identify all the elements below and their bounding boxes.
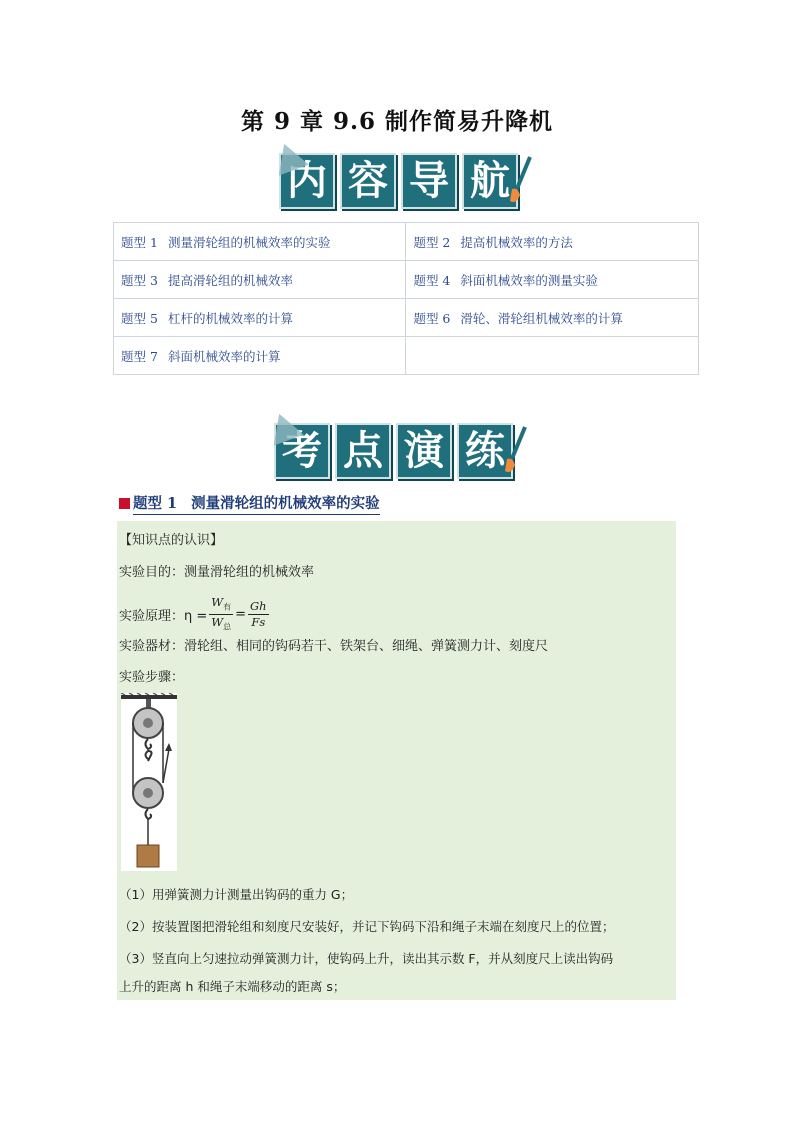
brush-icon bbox=[508, 155, 534, 205]
banner-char: 练 bbox=[457, 423, 513, 479]
nav-cell[interactable]: 题型 7 斜面机械效率的计算 bbox=[114, 337, 406, 375]
table-row bbox=[114, 261, 699, 299]
table-row bbox=[114, 223, 699, 261]
knowledge-box bbox=[117, 521, 676, 1000]
fraction-gh-fs: $\frac{Gh}{Fs}$ bbox=[250, 599, 267, 630]
banner-char: 内 bbox=[279, 153, 335, 209]
step-line: 上升的距离 h 和绳子末端移动的距离 s； bbox=[119, 979, 346, 994]
step-line: （3）竖直向上匀速拉动弹簧测力计，使钩码上升，读出其示数 F，并从刻度尺上读出钩码 bbox=[119, 951, 614, 966]
banner-char: 导 bbox=[401, 153, 457, 209]
experiment-purpose: 实验目的：测量滑轮组的机械效率 bbox=[119, 565, 315, 580]
section-title: 测量滑轮组的机械效率的实验 bbox=[191, 495, 380, 512]
nav-cell[interactable]: 题型 6 滑轮、滑轮组机械效率的计算 bbox=[406, 299, 699, 337]
nav-cell[interactable]: 题型 2 提高机械效率的方法 bbox=[406, 223, 699, 261]
experiment-equipment: 实验器材：滑轮组、相同的钩码若干、铁架台、细绳、弹簧测力计、刻度尺 bbox=[119, 639, 549, 654]
pulley-diagram bbox=[121, 693, 177, 871]
equals-sign: = bbox=[235, 607, 246, 623]
banner-char: 容 bbox=[340, 153, 396, 209]
step-line: （2）按装置图把滑轮组和刻度尺安装好，并记下钩码下沿和绳子末端在刻度尺上的位置； bbox=[119, 919, 615, 934]
step-line: （1）用弹簧测力计测量出钩码的重力 G； bbox=[119, 887, 354, 902]
nav-cell-empty bbox=[406, 337, 699, 375]
banner-char: 考 bbox=[274, 423, 330, 479]
table-row bbox=[114, 337, 699, 375]
banner-nav bbox=[279, 153, 518, 209]
brush-icon bbox=[503, 425, 529, 475]
nav-cell[interactable]: 题型 3 提高滑轮组的机械效率 bbox=[114, 261, 406, 299]
nav-cell[interactable]: 题型 1 测量滑轮组的机械效率的实验 bbox=[114, 223, 406, 261]
experiment-principle bbox=[119, 595, 271, 635]
section-heading bbox=[119, 492, 380, 515]
section-num: 题型 1 bbox=[133, 495, 178, 512]
knowledge-header: 【知识点的认识】 bbox=[119, 533, 224, 548]
nav-table bbox=[113, 222, 699, 375]
nav-cell[interactable]: 题型 5 杠杆的机械效率的计算 bbox=[114, 299, 406, 337]
table-row bbox=[114, 299, 699, 337]
nav-cell[interactable]: 题型 4 斜面机械效率的测量实验 bbox=[406, 261, 699, 299]
banner-char: 点 bbox=[335, 423, 391, 479]
banner-practice bbox=[274, 423, 513, 479]
section-marker bbox=[119, 498, 130, 509]
principle-label: 实验原理：η = bbox=[119, 609, 208, 625]
steps-label: 实验步骤： bbox=[119, 670, 185, 685]
page-title: 第 9 章 9.6 制作简易升降机 bbox=[240, 108, 554, 135]
banner-char: 航 bbox=[462, 153, 518, 209]
banner-char: 演 bbox=[396, 423, 452, 479]
fraction-work: $\frac{W_有}{W_总}$ bbox=[211, 595, 232, 632]
